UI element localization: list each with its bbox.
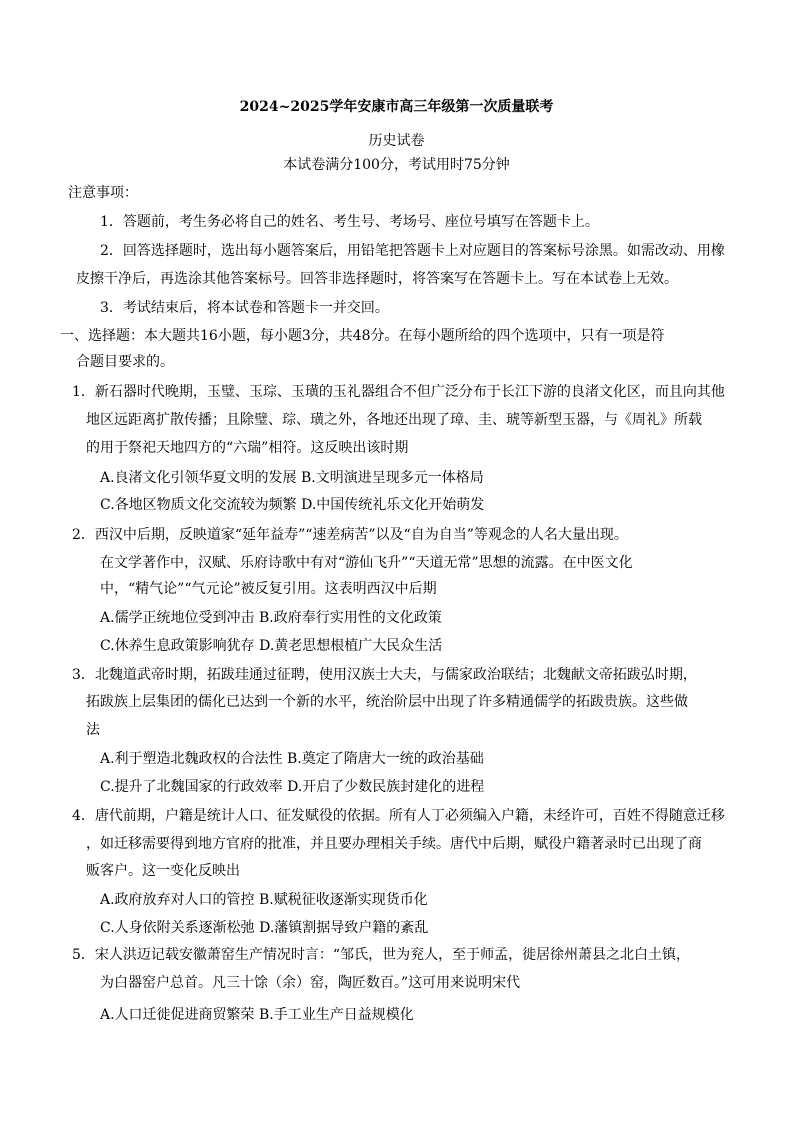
- notice-item: 皮擦干净后，再选涂其他答案标号。回答非选择题时，将答案写在答题卡上。写在本试卷上无效。: [76, 271, 678, 287]
- question-5-line: 5．宋人洪迈记载安徽萧窑生产情况时言：“邹氏，世为兖人，至于师孟，徙居徐州萧县之北白土镇，: [72, 947, 691, 963]
- question-3-line: 3．北魏道武帝时期，拓跋珪通过征聘，使用汉族士大夫，与儒家政治联结；北魏献文帝拓跋弘时期，: [72, 667, 697, 683]
- exam-title: 2024~2025学年安康市高三年级第一次质量联考: [239, 99, 554, 115]
- question-1-option: A.良渚文化引领华夏文明的发展 B.文明演进呈现多元一体格局: [100, 470, 484, 486]
- question-4-option: C.人身依附关系逐渐松弛 D.藩镇割据导致户籍的紊乱: [100, 920, 429, 936]
- question-4-line: 4．唐代前期，户籍是统计人口、征发赋役的依据。所有人丁必须编入户籍，未经许可，百姓不得随意迁移: [72, 808, 725, 824]
- exam-subject: 历史试卷: [368, 133, 425, 149]
- question-2-line: 2．西汉中后期，反映道家“延年益寿”“速差病苦”以及“自为自当”等观念的人名大量出现。: [72, 527, 628, 543]
- question-4-line: 贩客户。这一变化反映出: [86, 863, 240, 879]
- question-2-option: C.休养生息政策影响犹存 D.黄老思想根植广大民众生活: [100, 638, 443, 654]
- question-5-line: 为白器窑户总首。凡三十馀（余）窑，陶匠数百。”这可用来说明宋代: [100, 975, 521, 991]
- question-2-line: 在文学著作中，汉赋、乐府诗歌中有对“游仙飞升”“天道无常”思想的流露。在中医文化: [100, 555, 633, 571]
- exam-info: 本试卷满分100分，考试用时75分钟: [283, 157, 510, 173]
- question-4-option: A.政府放弃对人口的管控 B.赋税征收逐渐实现货币化: [100, 892, 428, 908]
- notice-item: 2．回答选择题时，选出每小题答案后，用铅笔把答题卡上对应题目的答案标号涂黑。如需改动、用橡: [100, 243, 725, 259]
- question-2-option: A.儒学正统地位受到冲击 B.政府奉行实用性的文化政策: [100, 610, 442, 626]
- question-2-line: 中，“精气论”“气元论”被反复引用。这表明西汉中后期: [100, 581, 437, 597]
- question-3-option: C.提升了北魏国家的行政效率 D.开启了少数民族封建化的进程: [100, 779, 485, 795]
- question-3-option: A.利于塑造北魏政权的合法性 B.奠定了隋唐大一统的政治基础: [100, 751, 484, 767]
- notice-item: 1．答题前，考生务必将自己的姓名、考生号、考场号、座位号填写在答题卡上。: [100, 214, 599, 230]
- question-3-line: 拓跋族上层集团的儒化已达到一个新的水平，统治阶层中出现了许多精通儒学的拓跋贵族。这些做: [86, 694, 688, 710]
- section-heading: 一、选择题：本大题共16小题，每小题3分，共48分。在每小题所给的四个选项中，只有一项是符: [60, 328, 665, 344]
- question-1-line: 1．新石器时代晚期，玉璧、玉琮、玉璜的玉礼器组合不但广泛分布于长江下游的良渚文化区，而且向其他: [72, 384, 725, 400]
- question-5-option: A.人口迁徙促进商贸繁荣 B.手工业生产日益规模化: [100, 1007, 414, 1023]
- question-4-line: ，如迁移需要得到地方官府的批准，并且要办理相关手续。唐代中后期，赋役户籍著录时已出现了商: [86, 836, 702, 852]
- question-1-line: 的用于祭祀天地四方的“六瑞”相符。这反映出该时期: [86, 440, 409, 456]
- section-heading-cont: 合题目要求的。: [76, 354, 174, 370]
- question-1-option: C.各地区物质文化交流较为频繁 D.中国传统礼乐文化开始萌发: [100, 497, 485, 513]
- question-1-line: 地区远距离扩散传播；且除璧、琮、璜之外，各地还出现了璋、圭、琥等新型玉器，与《周礼》所载: [86, 412, 702, 428]
- notice-item: 3．考试结束后，将本试卷和答题卡一并交回。: [100, 300, 389, 316]
- notice-heading: 注意事项：: [68, 185, 138, 201]
- question-3-line: 法: [86, 722, 100, 738]
